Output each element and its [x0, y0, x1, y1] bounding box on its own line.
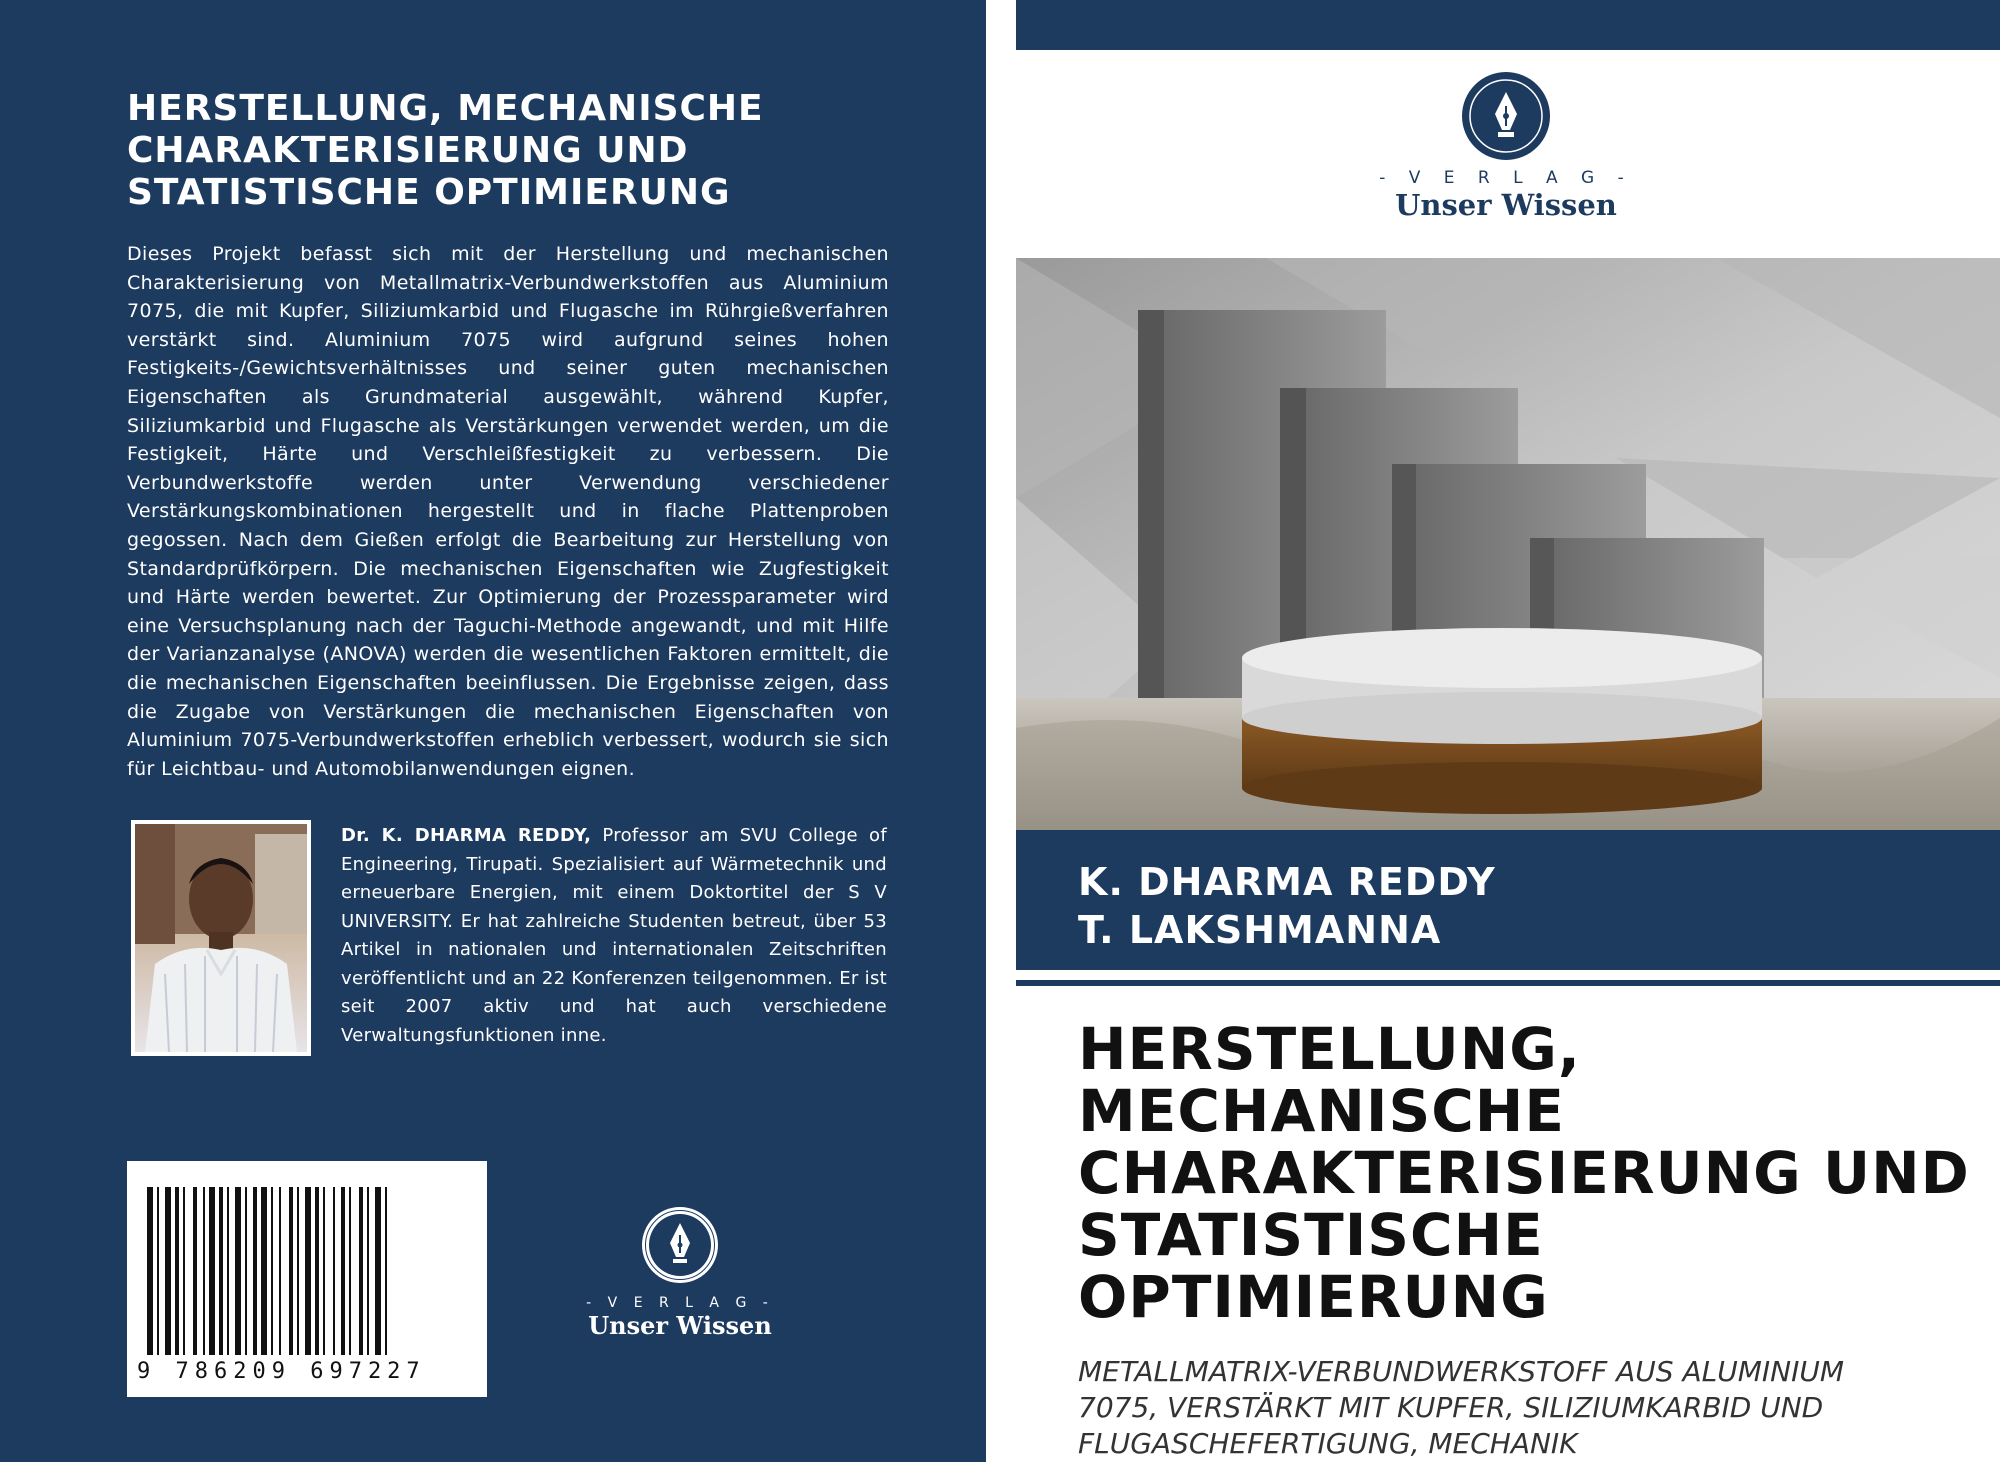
divider-rule [1016, 980, 2000, 986]
barcode-bar [349, 1187, 351, 1355]
barcode-bar [209, 1187, 215, 1355]
author-photo [131, 820, 311, 1056]
barcode-bar [333, 1187, 335, 1355]
author-name-2: T. LAKSHMANNA [1078, 908, 1442, 952]
front-cover-title: HERSTELLUNG, MECHANISCHE CHARAKTERISIERUNG UND STATISTISCHE OPTIMIERUNG [1078, 1015, 1970, 1331]
back-cover-publisher-logo [580, 1205, 780, 1340]
barcode-bar [203, 1187, 205, 1355]
barcode-bar [157, 1187, 159, 1355]
barcode-bar [385, 1187, 387, 1355]
barcode-bar [219, 1187, 223, 1355]
barcode-bar [245, 1187, 247, 1355]
barcode-bar [253, 1187, 257, 1355]
back-cover [0, 0, 986, 1462]
barcode-bar [279, 1187, 281, 1355]
back-logo-verlag: - V E R L A G - [586, 1295, 774, 1311]
barcode-bar [315, 1187, 319, 1355]
back-logo-brand: Unser Wissen [588, 1311, 772, 1340]
barcode-bar [305, 1187, 311, 1355]
fountain-pen-nib-icon [1460, 70, 1552, 162]
author-band [1016, 830, 2000, 970]
barcode-bar [165, 1187, 171, 1355]
author-bio [341, 822, 887, 1050]
barcode-bar [375, 1187, 381, 1355]
cover-image [1016, 258, 2000, 830]
author-bio-text: Professor am SVU College of Engineering, Tirupati. Spezialisiert auf Wärmetechnik und erneuerbare Energien, mit einem Doktortitel der S V UNIVERSITY. Er hat zahlreiche Studenten betreut, über 53 Artikel in nationalen und internationalen Zeitschriften veröffentlicht und an 22 Konferenzen teilgenommen. Er ist seit 2007 aktiv und hat auch verschiedene Verwaltungsfunktionen inne. [341, 825, 888, 1046]
isbn-digits: 9 786209 697227 [137, 1359, 426, 1384]
barcode-bar [367, 1187, 369, 1355]
barcode-bar [261, 1187, 267, 1355]
barcode-bar [147, 1187, 153, 1355]
author-bio-name: Dr. K. DHARMA REDDY, [341, 825, 592, 846]
front-cover-subtitle: METALLMATRIX-VERBUNDWERKSTOFF AUS ALUMINIUM 7075, VERSTÄRKT MIT KUPFER, SILIZIUMKARBID UND FLUGASCHEFERTIGUNG, MECHANIK [1078, 1355, 1844, 1460]
barcode-bar [323, 1187, 325, 1355]
barcode-bar [297, 1187, 299, 1355]
front-logo-verlag: - V E R L A G - [1379, 168, 1633, 188]
front-cover-publisher-logo [1356, 70, 1656, 222]
barcode-bar [227, 1187, 229, 1355]
barcode-bar [289, 1187, 293, 1355]
barcode-bar [341, 1187, 345, 1355]
front-cover [1016, 0, 2000, 1462]
back-cover-title: HERSTELLUNG, MECHANISCHE CHARAKTERISIERUNG UND STATISTISCHE OPTIMIERUNG [127, 88, 764, 213]
barcode-bar [235, 1187, 241, 1355]
front-top-band [1016, 0, 2000, 50]
barcode-bar [183, 1187, 185, 1355]
fountain-pen-nib-icon [640, 1205, 720, 1285]
front-logo-brand: Unser Wissen [1395, 188, 1617, 222]
isbn-barcode [127, 1161, 487, 1397]
barcode-bar [359, 1187, 363, 1355]
barcode-bar [271, 1187, 273, 1355]
back-cover-blurb: Dieses Projekt befasst sich mit der Herstellung und mechanischen Charakterisierung von Metallmatrix-Verbundwerkstoffen aus Aluminium 7075, die mit Kupfer, Siliziumkarbid und Flugasche im Rührgießverfahren verstärkt sind. Aluminium 7075 wird aufgrund seines hohen Festigkeits-/Gewichtsverhältnisses und seiner guten mechanischen Eigenschaften als Grundmaterial ausgewählt, während Kupfer, Siliziumkarbid und Flugasche als Verstärkungen verwendet werden, um die Festigkeit, Härte und Verschleißfestigkeit zu verbessern. Die Verbundwerkstoffe werden unter Verwendung verschiedener Verstärkungskombinationen hergestellt und in flache Plattenproben gegossen. Nach dem Gießen erfolgt die Bearbeitung zur Herstellung von Standardprüfkörpern. Die mechanischen Eigenschaften wie Zugfestigkeit und Härte werden bewertet. Zur Optimierung der Prozessparameter wird eine Versuchsplanung nach der Taguchi-Methode angewandt, und mit Hilfe der Varianzanalyse (ANOVA) werden die wesentlichen Faktoren ermittelt, die die mechanischen Eigenschaften beeinflussen. Die Ergebnisse zeigen, dass die Zugabe von Verstärkungen die mechanischen Eigenschaften von Aluminium 7075-Verbundwerkstoffen erheblich verbessert, wodurch sie sich für Leichtbau- und Automobilanwendungen eignen. [127, 243, 889, 780]
barcode-bar [193, 1187, 197, 1355]
author-name-1: K. DHARMA REDDY [1078, 860, 1496, 904]
barcode-bar [175, 1187, 179, 1355]
spine-gap [986, 0, 1016, 1462]
